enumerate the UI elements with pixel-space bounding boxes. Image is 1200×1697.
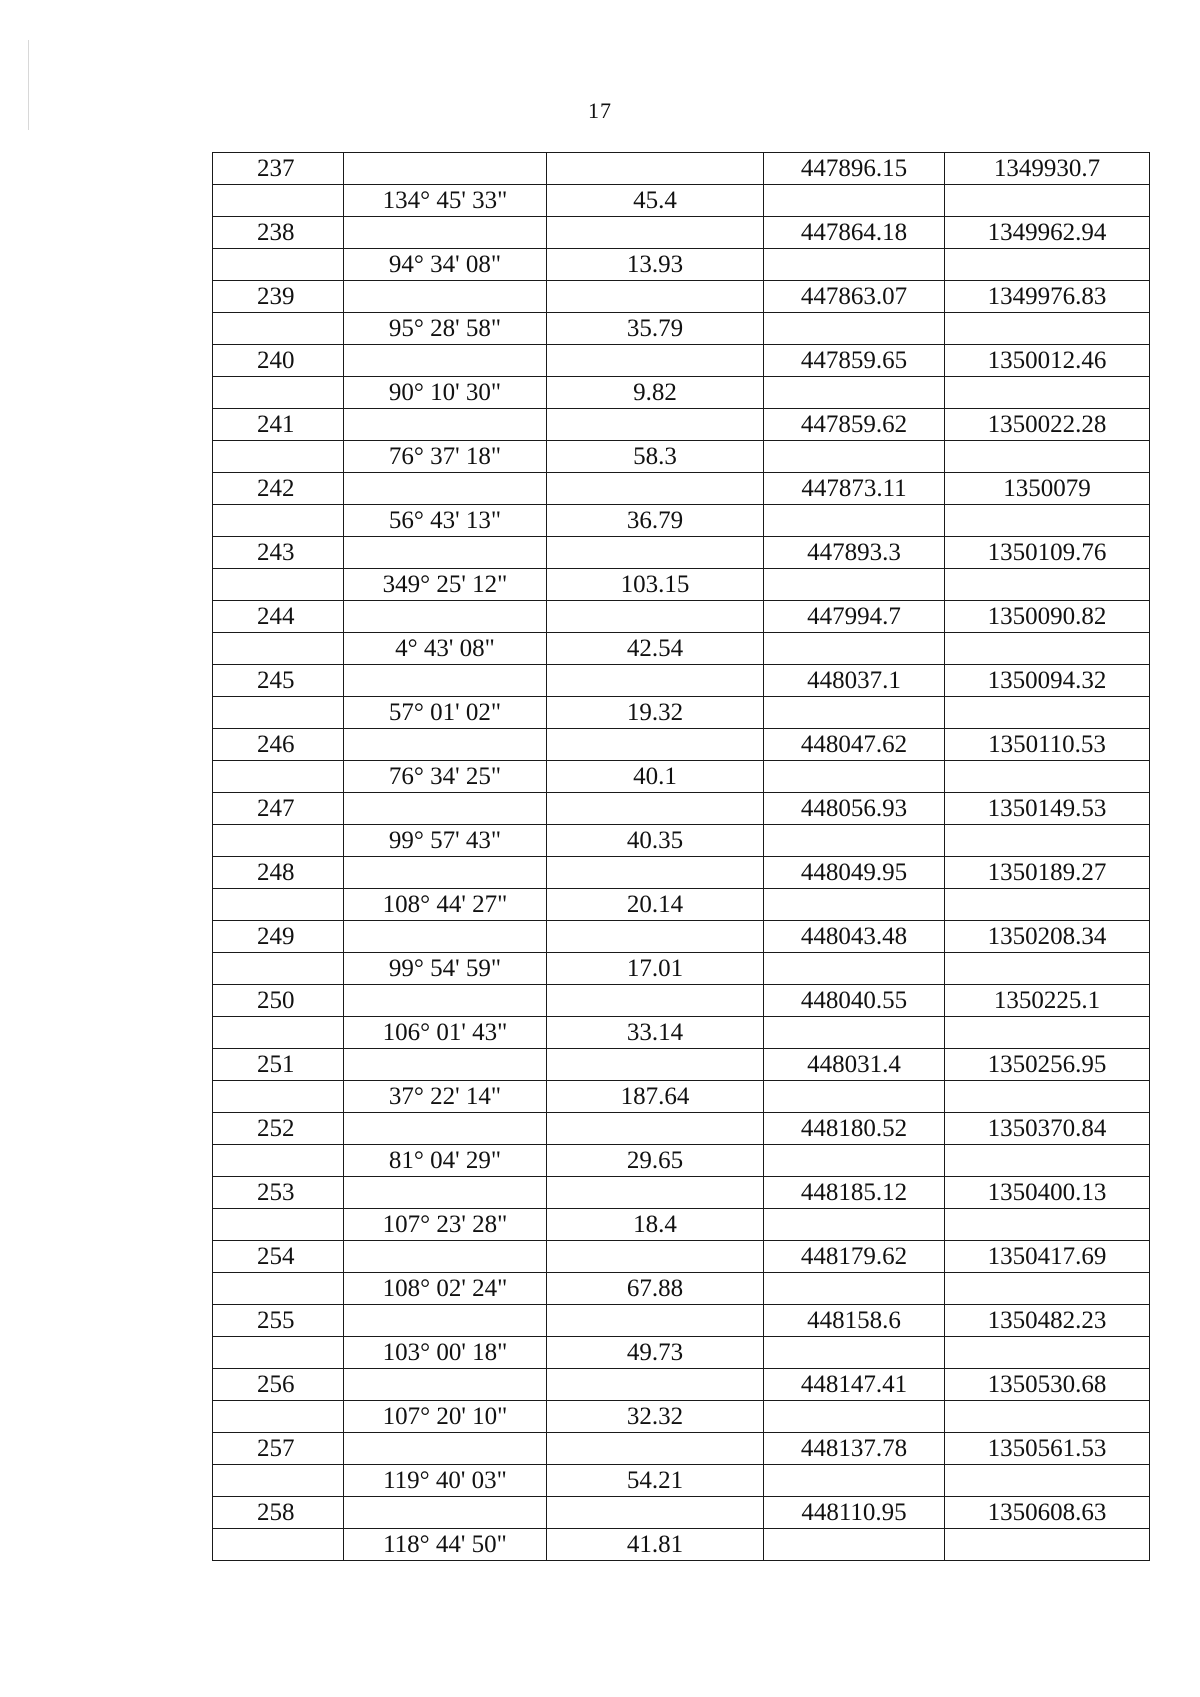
point-id-cell — [213, 249, 344, 281]
bearing-cell: 349° 25' 12" — [344, 569, 547, 601]
page-number: 17 — [588, 98, 612, 123]
y-coordinate-cell — [945, 505, 1150, 537]
bearing-cell — [344, 729, 547, 761]
table-row-point — [213, 729, 1150, 761]
distance-cell: 187.64 — [547, 1081, 764, 1113]
bearing-cell: 90° 10' 30" — [344, 377, 547, 409]
point-id-cell: 255 — [213, 1305, 344, 1337]
point-id-cell — [213, 1273, 344, 1305]
distance-cell — [547, 153, 764, 185]
point-id-cell: 246 — [213, 729, 344, 761]
bearing-cell: 99° 54' 59" — [344, 953, 547, 985]
distance-cell: 40.35 — [547, 825, 764, 857]
point-id-cell: 239 — [213, 281, 344, 313]
y-coordinate-cell — [945, 889, 1150, 921]
table-row-segment — [213, 377, 1150, 409]
point-id-cell: 257 — [213, 1433, 344, 1465]
y-coordinate-cell — [945, 185, 1150, 217]
distance-cell — [547, 1305, 764, 1337]
table-row-point — [213, 665, 1150, 697]
bearing-cell: 57° 01' 02" — [344, 697, 547, 729]
table-row-segment — [213, 697, 1150, 729]
x-coordinate-cell — [764, 569, 945, 601]
y-coordinate-cell — [945, 441, 1150, 473]
distance-cell — [547, 1113, 764, 1145]
bearing-cell: 103° 00' 18" — [344, 1337, 547, 1369]
distance-cell: 18.4 — [547, 1209, 764, 1241]
y-coordinate-cell — [945, 1145, 1150, 1177]
bearing-cell — [344, 1497, 547, 1529]
point-id-cell: 237 — [213, 153, 344, 185]
table-row-point — [213, 857, 1150, 889]
table-row-point — [213, 1113, 1150, 1145]
y-coordinate-cell — [945, 697, 1150, 729]
x-coordinate-cell: 448180.52 — [764, 1113, 945, 1145]
distance-cell — [547, 1241, 764, 1273]
point-id-cell: 243 — [213, 537, 344, 569]
distance-cell — [547, 345, 764, 377]
y-coordinate-cell — [945, 825, 1150, 857]
y-coordinate-cell: 1350225.1 — [945, 985, 1150, 1017]
y-coordinate-cell — [945, 569, 1150, 601]
table-row-point — [213, 1049, 1150, 1081]
y-coordinate-cell — [945, 377, 1150, 409]
point-id-cell — [213, 1081, 344, 1113]
point-id-cell — [213, 185, 344, 217]
point-id-cell: 254 — [213, 1241, 344, 1273]
table-row-segment — [213, 249, 1150, 281]
distance-cell — [547, 217, 764, 249]
y-coordinate-cell: 1350400.13 — [945, 1177, 1150, 1209]
table-row-segment — [213, 313, 1150, 345]
point-id-cell: 245 — [213, 665, 344, 697]
y-coordinate-cell: 1350110.53 — [945, 729, 1150, 761]
x-coordinate-cell — [764, 953, 945, 985]
y-coordinate-cell — [945, 633, 1150, 665]
table-row-point — [213, 601, 1150, 633]
distance-cell — [547, 601, 764, 633]
table-row-point — [213, 217, 1150, 249]
x-coordinate-cell — [764, 889, 945, 921]
x-coordinate-cell: 447873.11 — [764, 473, 945, 505]
y-coordinate-cell: 1350608.63 — [945, 1497, 1150, 1529]
x-coordinate-cell — [764, 1017, 945, 1049]
y-coordinate-cell: 1350189.27 — [945, 857, 1150, 889]
point-id-cell — [213, 633, 344, 665]
distance-cell: 58.3 — [547, 441, 764, 473]
y-coordinate-cell: 1350149.53 — [945, 793, 1150, 825]
point-id-cell — [213, 441, 344, 473]
bearing-cell — [344, 537, 547, 569]
point-id-cell — [213, 1337, 344, 1369]
bearing-cell — [344, 921, 547, 953]
distance-cell: 20.14 — [547, 889, 764, 921]
table-row-point — [213, 921, 1150, 953]
distance-cell — [547, 1049, 764, 1081]
bearing-cell: 76° 34' 25" — [344, 761, 547, 793]
distance-cell — [547, 537, 764, 569]
point-id-cell — [213, 825, 344, 857]
x-coordinate-cell: 448147.41 — [764, 1369, 945, 1401]
table-row-point — [213, 153, 1150, 185]
y-coordinate-cell: 1349930.7 — [945, 153, 1150, 185]
table-row-segment — [213, 505, 1150, 537]
y-coordinate-cell: 1350417.69 — [945, 1241, 1150, 1273]
x-coordinate-cell: 448185.12 — [764, 1177, 945, 1209]
x-coordinate-cell — [764, 313, 945, 345]
y-coordinate-cell — [945, 1209, 1150, 1241]
bearing-cell: 118° 44' 50" — [344, 1529, 547, 1561]
table-row-segment — [213, 889, 1150, 921]
distance-cell — [547, 729, 764, 761]
x-coordinate-cell — [764, 185, 945, 217]
table-row-point — [213, 473, 1150, 505]
coordinates-table-body — [213, 153, 1150, 1561]
table-row-point — [213, 1305, 1150, 1337]
x-coordinate-cell — [764, 1209, 945, 1241]
bearing-cell — [344, 793, 547, 825]
point-id-cell: 252 — [213, 1113, 344, 1145]
bearing-cell: 81° 04' 29" — [344, 1145, 547, 1177]
distance-cell — [547, 857, 764, 889]
distance-cell: 17.01 — [547, 953, 764, 985]
coordinates-table — [212, 152, 1150, 1561]
x-coordinate-cell — [764, 441, 945, 473]
x-coordinate-cell — [764, 1529, 945, 1561]
point-id-cell — [213, 1529, 344, 1561]
x-coordinate-cell — [764, 1337, 945, 1369]
distance-cell — [547, 409, 764, 441]
x-coordinate-cell: 448049.95 — [764, 857, 945, 889]
distance-cell — [547, 793, 764, 825]
x-coordinate-cell: 447864.18 — [764, 217, 945, 249]
bearing-cell: 37° 22' 14" — [344, 1081, 547, 1113]
y-coordinate-cell: 1350109.76 — [945, 537, 1150, 569]
table-row-segment — [213, 633, 1150, 665]
point-id-cell: 250 — [213, 985, 344, 1017]
y-coordinate-cell: 1350022.28 — [945, 409, 1150, 441]
bearing-cell: 108° 44' 27" — [344, 889, 547, 921]
bearing-cell — [344, 857, 547, 889]
bearing-cell: 107° 20' 10" — [344, 1401, 547, 1433]
point-id-cell — [213, 889, 344, 921]
point-id-cell — [213, 1465, 344, 1497]
y-coordinate-cell: 1350530.68 — [945, 1369, 1150, 1401]
bearing-cell: 56° 43' 13" — [344, 505, 547, 537]
bearing-cell — [344, 1369, 547, 1401]
point-id-cell: 238 — [213, 217, 344, 249]
point-id-cell — [213, 377, 344, 409]
y-coordinate-cell — [945, 1081, 1150, 1113]
bearing-cell: 76° 37' 18" — [344, 441, 547, 473]
bearing-cell: 4° 43' 08" — [344, 633, 547, 665]
table-row-segment — [213, 1529, 1150, 1561]
x-coordinate-cell: 448056.93 — [764, 793, 945, 825]
x-coordinate-cell: 447859.62 — [764, 409, 945, 441]
distance-cell — [547, 1433, 764, 1465]
x-coordinate-cell — [764, 505, 945, 537]
bearing-cell — [344, 1113, 547, 1145]
table-row-point — [213, 1497, 1150, 1529]
x-coordinate-cell — [764, 825, 945, 857]
bearing-cell — [344, 665, 547, 697]
y-coordinate-cell — [945, 1529, 1150, 1561]
y-coordinate-cell: 1350256.95 — [945, 1049, 1150, 1081]
distance-cell — [547, 985, 764, 1017]
y-coordinate-cell — [945, 1273, 1150, 1305]
y-coordinate-cell — [945, 1017, 1150, 1049]
x-coordinate-cell — [764, 1401, 945, 1433]
distance-cell: 32.32 — [547, 1401, 764, 1433]
bearing-cell — [344, 473, 547, 505]
y-coordinate-cell: 1350079 — [945, 473, 1150, 505]
table-row-segment — [213, 441, 1150, 473]
x-coordinate-cell: 448043.48 — [764, 921, 945, 953]
table-row-point — [213, 985, 1150, 1017]
bearing-cell: 107° 23' 28" — [344, 1209, 547, 1241]
y-coordinate-cell: 1349976.83 — [945, 281, 1150, 313]
x-coordinate-cell — [764, 249, 945, 281]
point-id-cell — [213, 569, 344, 601]
point-id-cell: 251 — [213, 1049, 344, 1081]
point-id-cell — [213, 1209, 344, 1241]
x-coordinate-cell: 448031.4 — [764, 1049, 945, 1081]
distance-cell: 33.14 — [547, 1017, 764, 1049]
y-coordinate-cell — [945, 761, 1150, 793]
y-coordinate-cell: 1349962.94 — [945, 217, 1150, 249]
x-coordinate-cell: 447896.15 — [764, 153, 945, 185]
x-coordinate-cell — [764, 633, 945, 665]
x-coordinate-cell — [764, 1465, 945, 1497]
coordinates-table-container — [212, 152, 1149, 1561]
table-row-point — [213, 1241, 1150, 1273]
distance-cell: 67.88 — [547, 1273, 764, 1305]
point-id-cell — [213, 1017, 344, 1049]
bearing-cell — [344, 1305, 547, 1337]
table-row-segment — [213, 1017, 1150, 1049]
distance-cell: 9.82 — [547, 377, 764, 409]
y-coordinate-cell — [945, 313, 1150, 345]
bearing-cell: 108° 02' 24" — [344, 1273, 547, 1305]
point-id-cell — [213, 505, 344, 537]
bearing-cell — [344, 409, 547, 441]
table-row-point — [213, 345, 1150, 377]
bearing-cell — [344, 153, 547, 185]
table-row-point — [213, 1177, 1150, 1209]
table-row-segment — [213, 1273, 1150, 1305]
table-row-segment — [213, 185, 1150, 217]
distance-cell: 29.65 — [547, 1145, 764, 1177]
distance-cell — [547, 1369, 764, 1401]
distance-cell: 42.54 — [547, 633, 764, 665]
bearing-cell — [344, 281, 547, 313]
table-row-point — [213, 409, 1150, 441]
distance-cell — [547, 281, 764, 313]
table-row-segment — [213, 953, 1150, 985]
y-coordinate-cell — [945, 1401, 1150, 1433]
distance-cell: 41.81 — [547, 1529, 764, 1561]
y-coordinate-cell: 1350561.53 — [945, 1433, 1150, 1465]
bearing-cell — [344, 217, 547, 249]
table-row-point — [213, 793, 1150, 825]
x-coordinate-cell: 448110.95 — [764, 1497, 945, 1529]
distance-cell — [547, 665, 764, 697]
bearing-cell: 106° 01' 43" — [344, 1017, 547, 1049]
table-row-segment — [213, 1209, 1150, 1241]
bearing-cell: 134° 45' 33" — [344, 185, 547, 217]
bearing-cell — [344, 1241, 547, 1273]
bearing-cell — [344, 345, 547, 377]
point-id-cell — [213, 697, 344, 729]
table-row-segment — [213, 1081, 1150, 1113]
y-coordinate-cell — [945, 1337, 1150, 1369]
x-coordinate-cell: 448179.62 — [764, 1241, 945, 1273]
point-id-cell: 242 — [213, 473, 344, 505]
distance-cell: 19.32 — [547, 697, 764, 729]
distance-cell — [547, 1497, 764, 1529]
x-coordinate-cell: 448137.78 — [764, 1433, 945, 1465]
x-coordinate-cell: 448047.62 — [764, 729, 945, 761]
table-row-point — [213, 1433, 1150, 1465]
distance-cell — [547, 921, 764, 953]
table-row-segment — [213, 825, 1150, 857]
table-row-segment — [213, 1465, 1150, 1497]
x-coordinate-cell: 447893.3 — [764, 537, 945, 569]
bearing-cell — [344, 1049, 547, 1081]
table-row-point — [213, 281, 1150, 313]
point-id-cell: 244 — [213, 601, 344, 633]
point-id-cell: 253 — [213, 1177, 344, 1209]
distance-cell: 13.93 — [547, 249, 764, 281]
point-id-cell: 248 — [213, 857, 344, 889]
table-row-point — [213, 537, 1150, 569]
table-row-segment — [213, 1401, 1150, 1433]
table-row-segment — [213, 1145, 1150, 1177]
x-coordinate-cell — [764, 1273, 945, 1305]
y-coordinate-cell — [945, 249, 1150, 281]
y-coordinate-cell: 1350090.82 — [945, 601, 1150, 633]
point-id-cell — [213, 761, 344, 793]
table-row-point — [213, 1369, 1150, 1401]
distance-cell: 35.79 — [547, 313, 764, 345]
x-coordinate-cell — [764, 377, 945, 409]
y-coordinate-cell: 1350012.46 — [945, 345, 1150, 377]
x-coordinate-cell: 448037.1 — [764, 665, 945, 697]
bearing-cell — [344, 1433, 547, 1465]
x-coordinate-cell — [764, 761, 945, 793]
distance-cell: 36.79 — [547, 505, 764, 537]
x-coordinate-cell: 447859.65 — [764, 345, 945, 377]
point-id-cell: 247 — [213, 793, 344, 825]
table-row-segment — [213, 569, 1150, 601]
distance-cell — [547, 473, 764, 505]
x-coordinate-cell: 448040.55 — [764, 985, 945, 1017]
bearing-cell: 99° 57' 43" — [344, 825, 547, 857]
point-id-cell — [213, 953, 344, 985]
bearing-cell — [344, 601, 547, 633]
distance-cell: 49.73 — [547, 1337, 764, 1369]
point-id-cell: 249 — [213, 921, 344, 953]
point-id-cell — [213, 313, 344, 345]
bearing-cell — [344, 985, 547, 1017]
table-row-segment — [213, 761, 1150, 793]
bearing-cell: 119° 40' 03" — [344, 1465, 547, 1497]
x-coordinate-cell: 447863.07 — [764, 281, 945, 313]
bearing-cell — [344, 1177, 547, 1209]
y-coordinate-cell: 1350482.23 — [945, 1305, 1150, 1337]
y-coordinate-cell: 1350094.32 — [945, 665, 1150, 697]
distance-cell: 103.15 — [547, 569, 764, 601]
x-coordinate-cell — [764, 1081, 945, 1113]
table-row-segment — [213, 1337, 1150, 1369]
bearing-cell: 95° 28' 58" — [344, 313, 547, 345]
x-coordinate-cell: 447994.7 — [764, 601, 945, 633]
point-id-cell: 258 — [213, 1497, 344, 1529]
x-coordinate-cell — [764, 697, 945, 729]
y-coordinate-cell: 1350208.34 — [945, 921, 1150, 953]
y-coordinate-cell: 1350370.84 — [945, 1113, 1150, 1145]
point-id-cell: 241 — [213, 409, 344, 441]
bearing-cell: 94° 34' 08" — [344, 249, 547, 281]
distance-cell: 40.1 — [547, 761, 764, 793]
x-coordinate-cell: 448158.6 — [764, 1305, 945, 1337]
point-id-cell: 256 — [213, 1369, 344, 1401]
distance-cell — [547, 1177, 764, 1209]
y-coordinate-cell — [945, 1465, 1150, 1497]
x-coordinate-cell — [764, 1145, 945, 1177]
y-coordinate-cell — [945, 953, 1150, 985]
point-id-cell: 240 — [213, 345, 344, 377]
distance-cell: 54.21 — [547, 1465, 764, 1497]
point-id-cell — [213, 1145, 344, 1177]
distance-cell: 45.4 — [547, 185, 764, 217]
point-id-cell — [213, 1401, 344, 1433]
